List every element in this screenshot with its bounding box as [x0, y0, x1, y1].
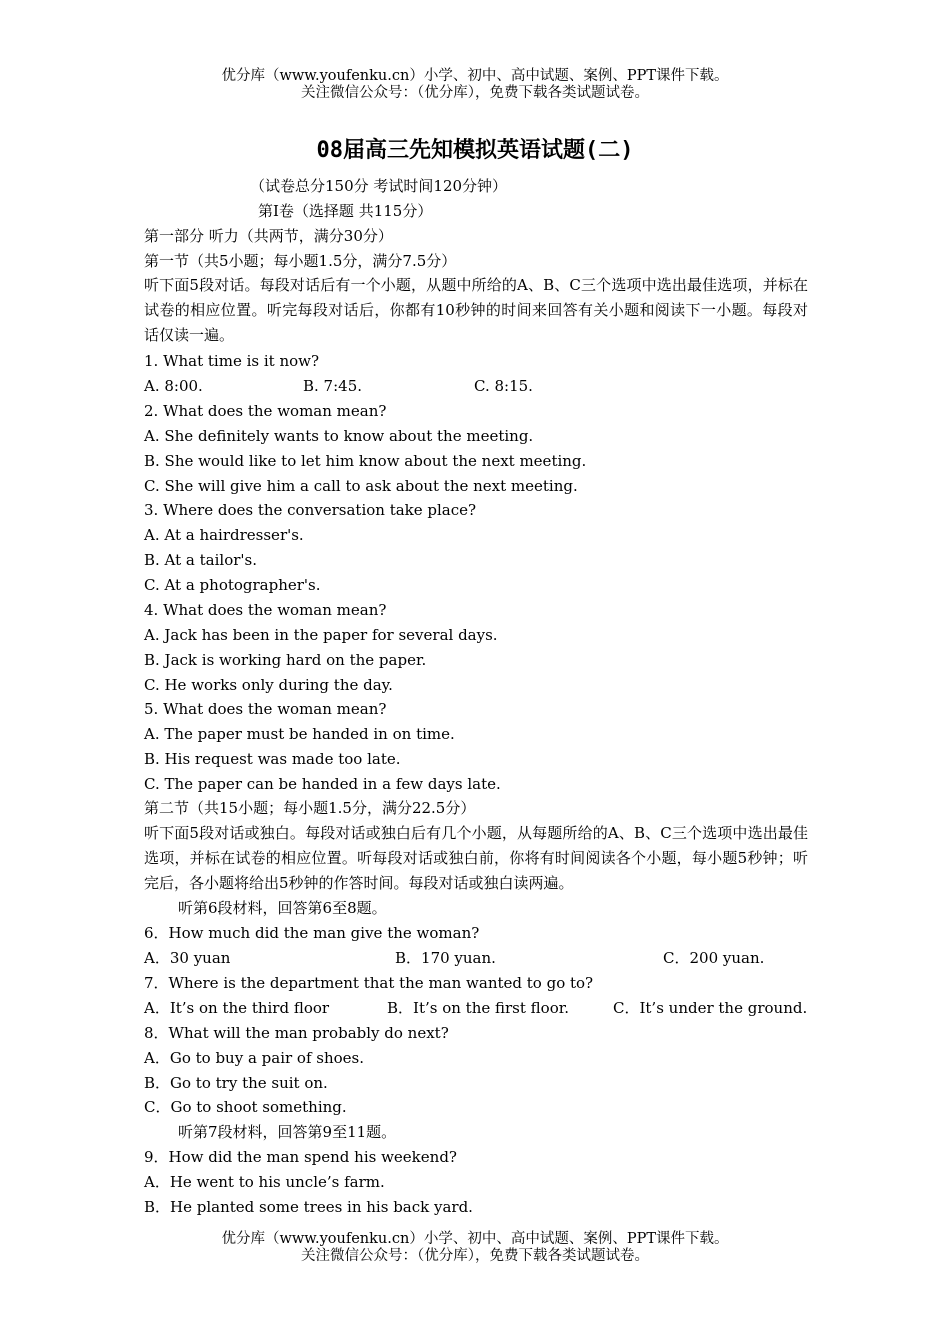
- section2-heading: 第二节（共15小题；每小题1.5分，满分22.5分）: [144, 799, 476, 817]
- question-4: 4. What does the woman mean?: [144, 601, 387, 619]
- section2-instructions: 听下面5段对话或独白。每段对话或独白后有几个小题，从每题所给的A、B、C三个选项中选出最佳选项，并标在试卷的相应位置。听每段对话或独白前，你将有时间阅读各个小题，每小题5秒钟；听完后，各小题将给出5秒钟的作答时间。每段对话或独白读两遍。: [144, 824, 808, 892]
- q6-option-a: A．30 yuan: [144, 949, 231, 967]
- question-7: 7．Where is the department that the man wanted to go to?: [144, 974, 594, 992]
- question-9: 9．How did the man spend his weekend?: [144, 1148, 457, 1166]
- header-line-2: 关注微信公众号：（优分库），免费下载各类试题试卷。: [301, 85, 649, 101]
- part1-heading: 第一部分 听力（共两节，满分30分）: [144, 227, 393, 245]
- q2-option-b: B. She would like to let him know about the next meeting.: [144, 452, 587, 470]
- q9-option-b: B．He planted some trees in his back yard.: [144, 1198, 473, 1216]
- q1-option-c: C. 8:15.: [474, 377, 533, 395]
- q2-option-c: C. She will give him a call to ask about the next meeting.: [144, 477, 578, 495]
- q6-option-c: C．200 yuan.: [663, 949, 765, 967]
- q4-option-a: A. Jack has been in the paper for several days.: [144, 626, 498, 644]
- page-title: 08届高三先知模拟英语试题(二): [316, 138, 634, 163]
- question-8: 8．What will the man probably do next?: [144, 1024, 449, 1042]
- footer-line-2: 关注微信公众号：（优分库），免费下载各类试题试卷。: [301, 1248, 649, 1264]
- q6-option-b: B．170 yuan.: [395, 949, 496, 967]
- q2-option-a: A. She definitely wants to know about the meeting.: [144, 427, 534, 445]
- question-7-options: [144, 997, 808, 1019]
- q5-option-a: A. The paper must be handed in on time.: [144, 725, 455, 743]
- q8-option-c: C．Go to shoot something.: [144, 1098, 347, 1116]
- q4-option-b: B. Jack is working hard on the paper.: [144, 651, 427, 669]
- q3-option-b: B. At a tailor's.: [144, 551, 257, 569]
- q7-option-b: B．It’s on the first floor.: [387, 999, 570, 1017]
- question-1: 1. What time is it now?: [144, 352, 320, 370]
- question-1-options: [144, 375, 808, 397]
- volume-heading: 第Ⅰ卷（选择题 共115分）: [258, 202, 433, 220]
- exam-info: （试卷总分150分 考试时间120分钟）: [250, 177, 508, 195]
- q4-option-c: C. He works only during the day.: [144, 676, 393, 694]
- section1-heading: 第一节（共5小题；每小题1.5分，满分7.5分）: [144, 252, 457, 270]
- page-header: [0, 68, 950, 102]
- material-6-note: 听第6段材料，回答第6至8题。: [178, 899, 387, 917]
- q8-option-b: B．Go to try the suit on.: [144, 1074, 328, 1092]
- material-7-note: 听第7段材料，回答第9至11题。: [178, 1123, 397, 1141]
- q8-option-a: A．Go to buy a pair of shoes.: [144, 1049, 365, 1067]
- q5-option-b: B. His request was made too late.: [144, 750, 401, 768]
- question-6-options: [144, 947, 808, 969]
- question-3: 3. Where does the conversation take place?: [144, 501, 477, 519]
- q7-option-a: A．It’s on the third floor: [144, 999, 330, 1017]
- q5-option-c: C. The paper can be handed in a few days late.: [144, 775, 501, 793]
- question-5: 5. What does the woman mean?: [144, 700, 387, 718]
- header-line-1: 优分库（www.youfenku.cn）小学、初中、高中试题、案例、PPT课件下载。: [221, 68, 729, 84]
- page-footer: [0, 1231, 950, 1265]
- footer-line-1: 优分库（www.youfenku.cn）小学、初中、高中试题、案例、PPT课件下载。: [221, 1231, 729, 1247]
- q3-option-a: A. At a hairdresser's.: [144, 526, 304, 544]
- q1-option-a: A. 8:00.: [144, 377, 203, 395]
- q1-option-b: B. 7:45.: [303, 377, 363, 395]
- question-6: 6．How much did the man give the woman?: [144, 924, 480, 942]
- q9-option-a: A．He went to his uncle’s farm.: [144, 1173, 385, 1191]
- question-2: 2. What does the woman mean?: [144, 402, 387, 420]
- q3-option-c: C. At a photographer's.: [144, 576, 321, 594]
- q7-option-c: C．It’s under the ground.: [613, 999, 808, 1017]
- section1-instructions: 听下面5段对话。每段对话后有一个小题，从题中所给的A、B、C三个选项中选出最佳选项，并标在试卷的相应位置。听完每段对话后，你都有10秒钟的时间来回答有关小题和阅读下一小题。每段对话仅读一遍。: [144, 276, 808, 344]
